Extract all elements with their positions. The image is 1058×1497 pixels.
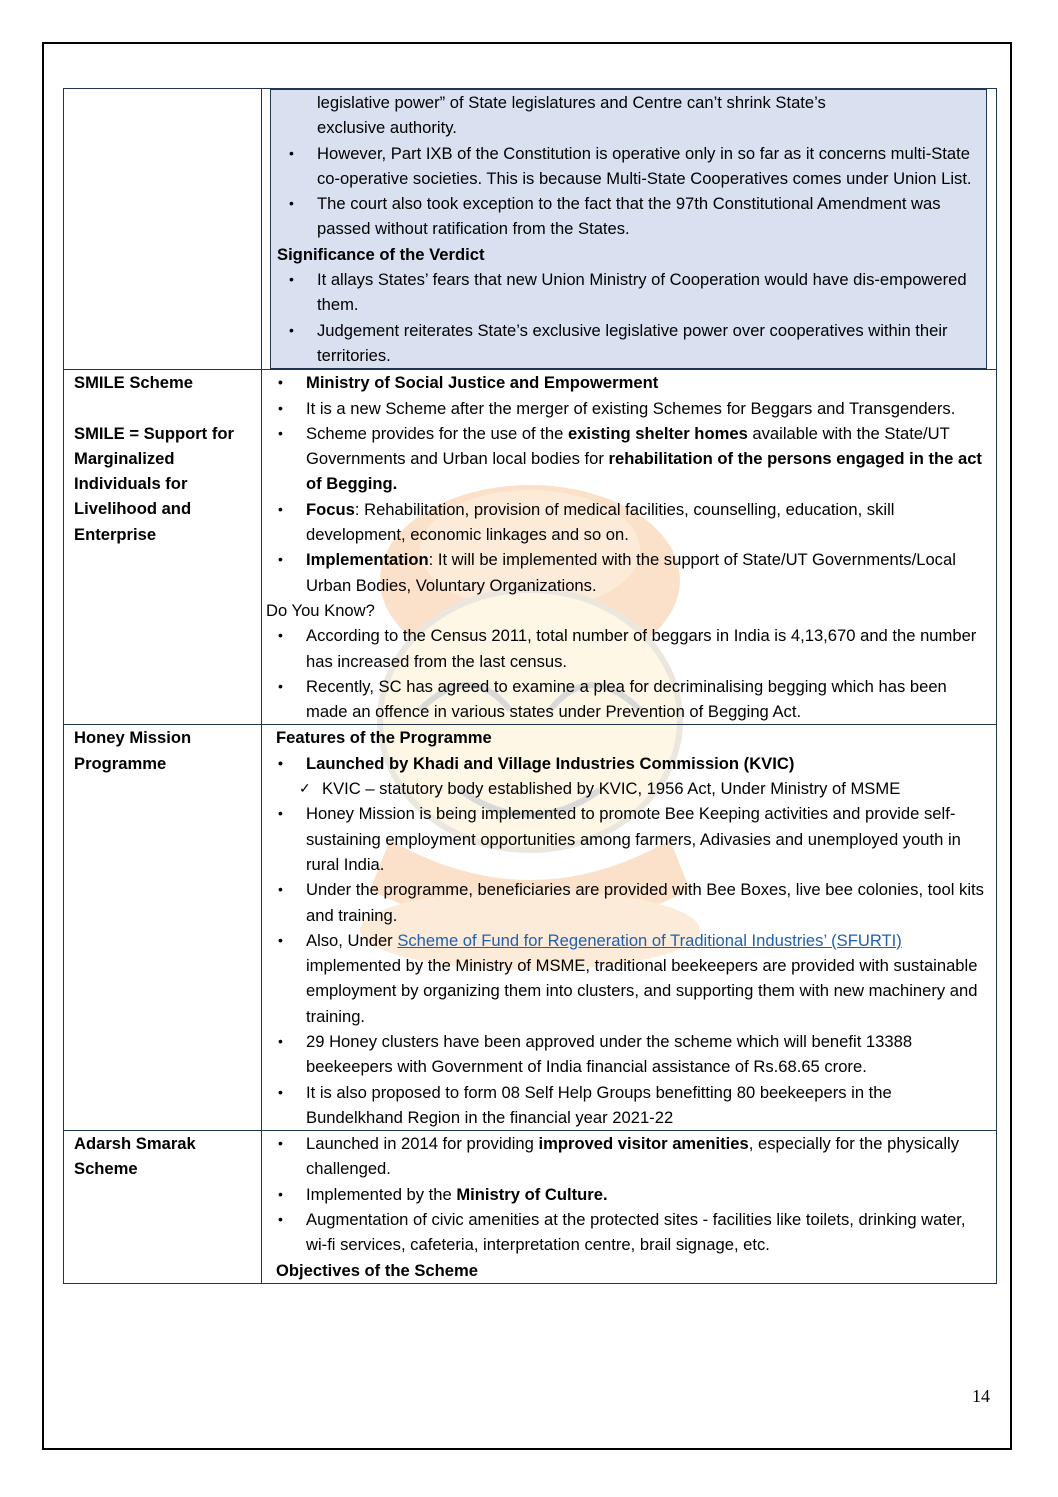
list-item: • Recently, SC has agreed to examine a plea for decriminalising begging which has been made an offence in various states under Prevention of Begging Act. [266, 674, 990, 725]
row-content [262, 1131, 997, 1284]
check-list-item: ✓ KVIC – statutory body established by KVIC, 1956 Act, Under Ministry of MSME [266, 776, 990, 801]
table-row-smile-scheme [64, 370, 997, 725]
list-item: • Scheme provides for the use of the existing shelter homes available with the State/UT Governments and Urban local bodies for rehabilitation of the persons engaged in the act of Begging. [266, 421, 990, 497]
continued-text: legislative power” of State legislatures and Centre can’t shrink State’s exclusive authority. [317, 93, 826, 138]
scheme-acronym-expansion: SMILE = Support for Marginalized Individuals for Livelihood and Enterprise [74, 423, 234, 544]
list-item: • Under the programme, beneficiaries are provided with Bee Boxes, live bee colonies, tool kits and training. [266, 877, 990, 928]
row-label [64, 370, 262, 725]
list-item: • It is a new Scheme after the merger of existing Schemes for Beggars and Transgenders. [266, 396, 990, 421]
row-content [262, 725, 997, 1131]
list-item: • It allays States’ fears that new Union Ministry of Cooperation would have dis-empowered them. [277, 267, 980, 318]
list-item: • Ministry of Social Justice and Empowerment [266, 370, 990, 395]
list-item: • According to the Census 2011, total number of beggars in India is 4,13,670 and the number has increased from the last census. [266, 623, 990, 674]
verdict-shaded-box [270, 89, 987, 369]
table-row-cooperative-continued [64, 89, 997, 370]
list-item: • Focus: Rehabilitation, provision of medical facilities, counselling, education, skill development, economic linkages and so on. [266, 497, 990, 548]
list-item: • 29 Honey clusters have been approved under the scheme which will benefit 13388 beekeepers with Government of India financial assistance of Rs.68.65 crore. [266, 1029, 990, 1080]
list-item: • Implemented by the Ministry of Culture. [266, 1182, 990, 1207]
sfurti-link[interactable]: Scheme of Fund for Regeneration of Traditional Industries’ (SFURTI) [397, 930, 902, 950]
list-item: • It is also proposed to form 08 Self Help Groups benefitting 80 beekeepers in the Bundelkhand Region in the financial year 2021-22 [266, 1080, 990, 1131]
features-heading: Features of the Programme [276, 728, 492, 748]
table-row-honey-mission [64, 725, 997, 1131]
list-item: • The court also took exception to the fact that the 97th Constitutional Amendment was passed without ratification from the States. [277, 191, 980, 242]
table-row-adarsh-smarak [64, 1131, 997, 1284]
row-content [262, 89, 997, 370]
list-item: • Judgement reiterates State’s exclusive legislative power over cooperatives within their territories. [277, 318, 980, 369]
objectives-heading: Objectives of the Scheme [276, 1260, 478, 1280]
scheme-name: Honey Mission Programme [74, 728, 192, 773]
row-content [262, 370, 997, 725]
list-item: • Also, Under Scheme of Fund for Regeneration of Traditional Industries’ (SFURTI) implemented by the Ministry of MSME, traditional beekeepers are provided with sustainable employment by organizing them into clusters, and supporting them with new machinery and training. [266, 928, 990, 1029]
smile-bullets [266, 370, 990, 598]
scheme-name: Adarsh Smarak Scheme [74, 1134, 196, 1179]
do-you-know-bullets [266, 623, 990, 724]
list-item: • Launched in 2014 for providing improved visitor amenities, especially for the physically challenged. [266, 1131, 990, 1182]
list-item: • Implementation: It will be implemented with the support of State/UT Governments/Local Urban Bodies, Voluntary Organizations. [266, 547, 990, 598]
row-label [64, 725, 262, 1131]
significance-bullets [277, 267, 980, 368]
list-item: • Honey Mission is being implemented to promote Bee Keeping activities and provide self-sustaining employment opportunities among farmers, Adivasies and unemployed youth in rural India. [266, 801, 990, 877]
list-item: • Launched by Khadi and Village Industries Commission (KVIC) [266, 751, 990, 776]
schemes-table [63, 88, 997, 1284]
scheme-name: SMILE Scheme [74, 373, 193, 393]
row-label [64, 1131, 262, 1284]
list-item: • However, Part IXB of the Constitution is operative only in so far as it concerns multi-State co-operative societies. This is because Multi-State Cooperatives comes under Union List. [277, 141, 980, 192]
significance-heading: Significance of the Verdict [277, 244, 485, 264]
page-number: 14 [972, 1386, 990, 1406]
honey-bullets [266, 751, 990, 1130]
adarsh-bullets [266, 1131, 990, 1257]
do-you-know-label: Do You Know? [266, 600, 375, 620]
verdict-bullets [277, 141, 980, 242]
list-item: • Augmentation of civic amenities at the protected sites - facilities like toilets, drinking water, wi-fi services, cafeteria, interpretation centre, brail signage, etc. [266, 1207, 990, 1258]
row-label-empty [64, 89, 262, 370]
